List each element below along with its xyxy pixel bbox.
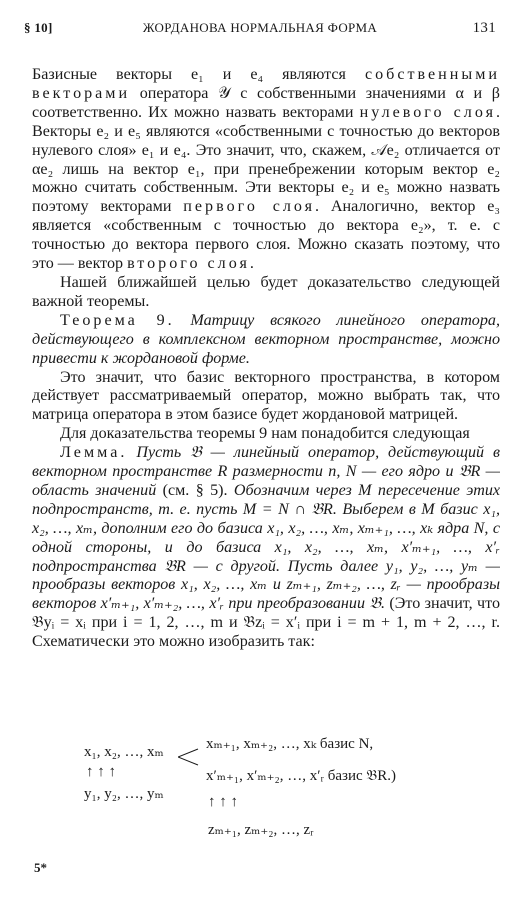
paragraph-meaning: Это значит, что базис векторного пространства, в котором действует рассматриваемый оператор, можно выбрать так, что матрица оператора в этом базисе будет жордановой матрицей. [32, 368, 500, 424]
theorem-9 [32, 312, 500, 369]
lemma-statement: Пусть 𝔅 — линейный оператор, действующий в векторном пространстве R размерности n, N — его ядро и 𝔅R — область значений [32, 444, 500, 499]
body-text [32, 66, 500, 652]
spaced-term: первого слоя [183, 198, 316, 216]
scheme-kernel-basis: xₘ₊₁, xₘ₊₂, …, xₖ базис N, [206, 736, 374, 752]
text-run: . Векторы e₂ и e₅ являются «собственными с точностью до векторов нулевого слоя» e₁ и e₄. Это значит, что, скажем, 𝒜e₂ отличается от αe₂ лишь на вектор e₁, при пренебрежении которым вектор e₂ можно считать собственным. Эти векторы e₂ и e₅ можно назвать поэтому векторами [32, 103, 500, 216]
lemma-heading: Лемма. [60, 444, 128, 462]
basis-scheme [84, 734, 504, 854]
lemma-statement-cont: Обозначим через M пересечение этих подпространств, т. е. пусть M = N ∩ 𝔅R. Выберем в M базис x₁, x₂, …, xₘ, дополним его до базиса x₁, x₂, …, xₘ, xₘ₊₁, …, xₖ ядра N, с одной стороны, и до базиса x₁, x₂, …, xₘ, x′ₘ₊₁, …, x′ᵣ подпространства 𝔅R — с другой. Пусть далее y₁, y₂, …, yₘ — прообразы векторов x₁, x₂, …, xₘ и zₘ₊₁, zₘ₊₂, …, zᵣ — прообразы векторов x′ₘ₊₁, x′ₘ₊₂, …, x′ᵣ при преобразовании 𝔅. [32, 481, 501, 613]
text-run: . [249, 255, 254, 273]
text-run: . Аналогично, вектор e₃ является «собственным с точностью до вектора e₂», т. е. с точностью до вектора первого слоя. Можно сказать поэтому, что это — вектор [32, 198, 500, 273]
spaced-term: второго слоя [127, 255, 250, 273]
text-run: Базисные векторы e₁ и e₄ являются [32, 66, 365, 83]
branch-line-upper [178, 749, 198, 757]
scheme-arrows-right: ↑ ↑ ↑ [208, 794, 238, 810]
running-title: ЖОРДАНОВА НОРМАЛЬНАЯ ФОРМА [142, 20, 378, 35]
running-header [24, 20, 496, 40]
text-run: (Это значит, что 𝔅yᵢ = xᵢ при i = 1, 2, …, m и 𝔅zᵢ = x′ᵢ при i = m + 1, m + 2, …, r. [32, 595, 500, 632]
paragraph-lemma-intro: Для доказательства теоремы 9 нам понадобится следующая [60, 425, 470, 443]
scheme-y-row: y₁, y₂, …, yₘ [84, 786, 164, 802]
spaced-term: нулевого слоя [359, 103, 496, 121]
paragraph-layers [32, 66, 500, 274]
page-number: 131 [472, 20, 496, 36]
scheme-arrows-left: ↑ ↑ ↑ [86, 764, 116, 780]
scheme-x-left: x₁, x₂, …, xₘ [84, 744, 164, 760]
branch-lines [178, 748, 200, 766]
scheme-z-row: zₘ₊₁, zₘ₊₂, …, zᵣ [208, 822, 314, 838]
section-marker: § 10] [24, 20, 53, 35]
spaced-term: собственными векторами [32, 66, 500, 102]
theorem-heading: Теорема 9. [60, 311, 175, 329]
text-run: оператора 𝒴 с собственными значениями α и β соответственно. Их можно назвать векторами [32, 84, 500, 121]
text-run: (см. § 5). [156, 481, 234, 499]
paragraph-goal: Нашей ближайшей целью будет доказательство следующей важной теоремы. [32, 273, 500, 310]
scheme-image-basis: x′ₘ₊₁, x′ₘ₊₂, …, x′ᵣ базис 𝔅R.) [206, 768, 396, 784]
signature-mark: 5* [34, 860, 47, 875]
lemma [32, 444, 500, 652]
text-run: Схематически это можно изобразить так: [32, 633, 315, 651]
branch-line-lower [178, 757, 198, 765]
theorem-statement: Матрицу всякого линейного оператора, действующего в комплексном векторном пространстве, можно привести к жордановой форме. [32, 311, 500, 367]
